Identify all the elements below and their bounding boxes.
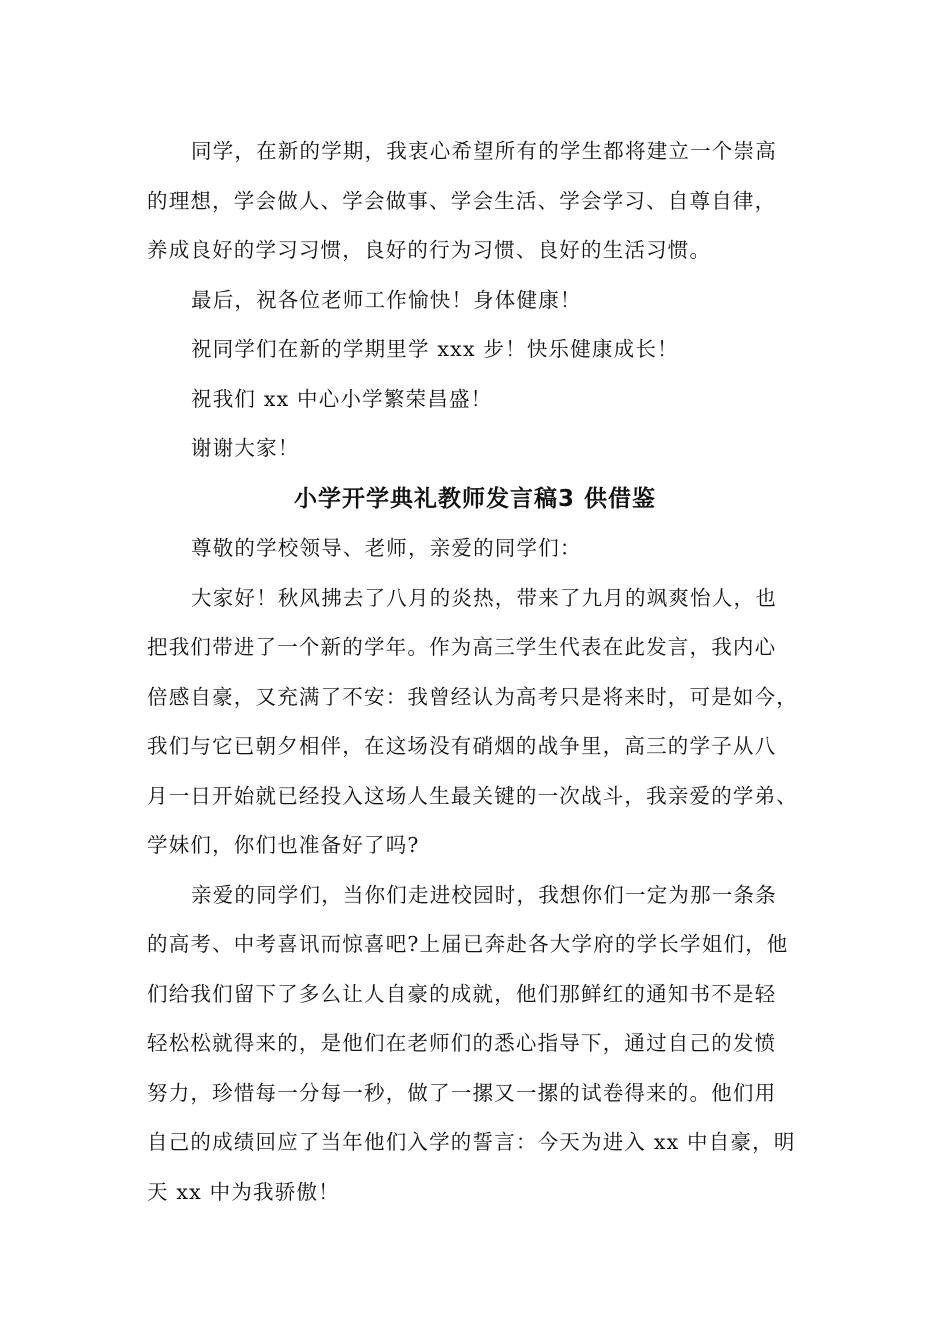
- paragraph-line: 轻松松就得来的，是他们在老师们的悉心指导下，通过自己的发愤: [147, 1031, 777, 1055]
- paragraph-line: 养成良好的学习习惯，良好的行为习惯、良好的生活习惯。: [147, 238, 712, 262]
- closing-section: [147, 127, 827, 474]
- paragraph-line: 学妹们，你们也准备好了吗?: [147, 833, 420, 857]
- paragraph-line: 天 xx 中为我骄傲！: [147, 1179, 340, 1204]
- speech-section: [147, 524, 827, 1217]
- paragraph-line: 同学，在新的学期，我衷心希望所有的学生都将建立一个崇高: [191, 139, 777, 163]
- paragraph-line: 倍感自豪，又充满了不安：我曾经认为高考只是将来时，可是如今，: [147, 684, 798, 709]
- paragraph-line: 祝同学们在新的学期里学 xxx 步！快乐健康成长！: [191, 337, 679, 361]
- paragraph-line: 月一日开始就已经投入这场人生最关键的一次战斗，我亲爱的学弟、: [147, 783, 798, 808]
- paragraph-line: 我们与它已朝夕相伴，在这场没有硝烟的战争里，高三的学子从八: [147, 734, 777, 758]
- section-title: 小学开学典礼教师发言稿3 供借鉴: [293, 486, 656, 512]
- paragraph-line: 谢谢大家！: [191, 436, 300, 460]
- paragraph-line: 们给我们留下了多么让人自豪的成就，他们那鲜红的通知书不是轻: [147, 981, 777, 1006]
- paragraph-line: 祝我们 xx 中心小学繁荣昌盛！: [191, 386, 493, 411]
- paragraph-line: 的高考、中考喜讯而惊喜吧?上届已奔赴各大学府的学长学姐们，他: [147, 932, 789, 956]
- paragraph-line: 亲爱的同学们，当你们走进校园时，我想你们一定为那一条条: [191, 882, 777, 907]
- paragraph-line: 把我们带进了一个新的学年。作为高三学生代表在此发言，我内心: [147, 635, 777, 659]
- paragraph-line: 的理想，学会做人、学会做事、学会生活、学会学习、自尊自律，: [147, 188, 777, 213]
- paragraph-line: 努力，珍惜每一分每一秒，做了一摞又一摞的试卷得来的。他们用: [147, 1080, 777, 1105]
- paragraph-line: 最后，祝各位老师工作愉快！身体健康！: [191, 287, 582, 312]
- paragraph-line: 大家好！秋风拂去了八月的炎热，带来了九月的飒爽怡人，也: [191, 585, 777, 610]
- paragraph-line: 自己的成绩回应了当年他们入学的誓言：今天为进入 xx 中自豪，明: [147, 1130, 796, 1154]
- paragraph-line: 尊敬的学校领导、老师，亲爱的同学们：: [191, 536, 582, 560]
